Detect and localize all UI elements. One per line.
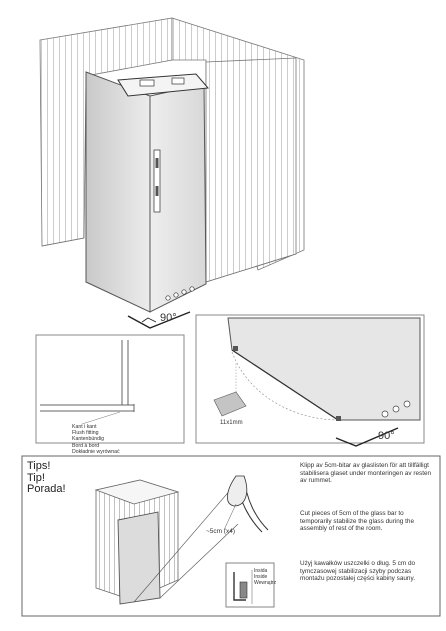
angle-label-top: 90° [160, 312, 177, 324]
flush-label-sv: Kant i kant [72, 424, 97, 430]
tips-heading-pl: Porada! [27, 483, 66, 495]
length-label: ~5cm (x4) [206, 528, 236, 535]
tip-paragraph-en: Cut pieces of 5cm of the glass bar to temporarily stabilize the glass during the assembly of rest of the room. [300, 510, 415, 533]
tip-paragraph-pl: Użyj kawałków uszczelki o dług. 5 cm do tymczasowej stabilizacji szyby podczas montażu pozostałej części kabiny sauny. [300, 560, 416, 583]
flush-label-fr: Bord à bord [72, 442, 100, 449]
tips-heading-en: Tip! [27, 471, 45, 484]
inside-labels [254, 568, 276, 586]
flush-label-en: Flush fitting [72, 430, 99, 437]
tips-heading [27, 461, 66, 496]
inside-label-sv: Insida [254, 568, 268, 574]
panel-detail-box [196, 315, 424, 446]
angle-label-detail: 90° [378, 430, 395, 442]
door-handle [154, 150, 160, 212]
inside-label-en: Inside [254, 574, 268, 580]
tip-paragraph-sv: Klipp av 5cm-bitar av glaslisten för att tillfälligt stabilisera glaset under monteringen av resten av rummet. [300, 462, 432, 485]
inside-label-pl: Wewnątrz [254, 580, 277, 586]
flush-label-de: Kantenbündig [72, 436, 105, 443]
glass-panel-front [86, 72, 150, 312]
flush-label-pl: Dokładnie wyrównać [72, 448, 120, 455]
gap-label: 11x1mm [220, 420, 243, 426]
tips-heading-sv: Tips! [27, 460, 51, 472]
flush-fitting-labels [72, 424, 120, 455]
angle-marker-top [128, 312, 190, 328]
